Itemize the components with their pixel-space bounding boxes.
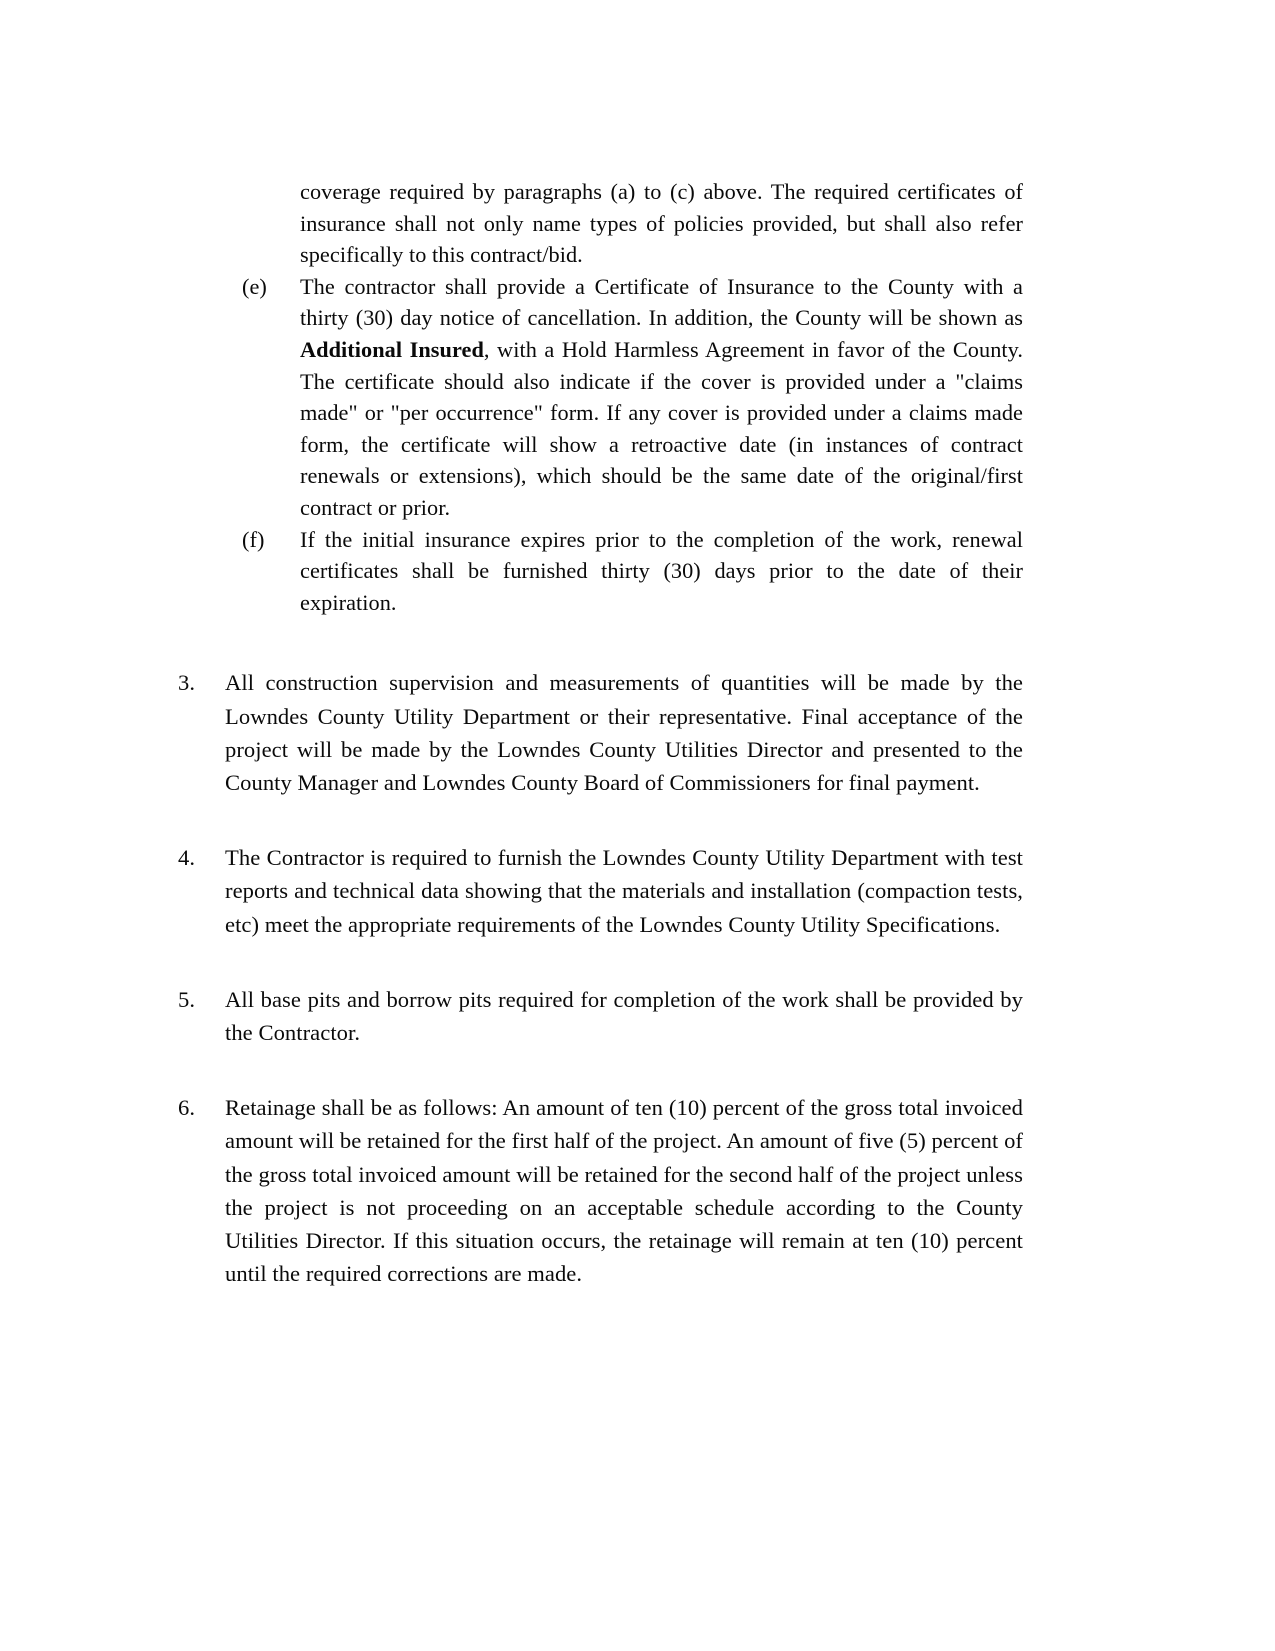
numbered-item-6-text: Retainage shall be as follows: An amount of ten (10) percent of the gross total invoiced amount will be retained for the first half of the project. An amount of five (5) percent of the gross total invoiced amount will be retained for the second half of the project unless the project is not proceeding on an acceptable schedule according to the County Utilities Director. If this situation occurs, the retainage will remain at ten (10) percent until the required corrections are made.	[225, 1095, 1023, 1287]
numbered-item-5-marker: 5.	[178, 986, 196, 1012]
numbered-list	[178, 666, 1023, 1290]
numbered-item-5-text: All base pits and borrow pits required for completion of the work shall be provided by the Contractor.	[225, 986, 1023, 1045]
numbered-item-6-marker: 6.	[178, 1095, 196, 1121]
numbered-item-4	[178, 841, 1023, 941]
numbered-item-4-text: The Contractor is required to furnish the Lowndes County Utility Department with test reports and technical data showing that the materials and installation (compaction tests, etc) meet the appropriate requirements of the Lowndes County Utility Specifications.	[225, 845, 1023, 937]
lettered-item-f-marker: (f)	[242, 526, 265, 552]
numbered-item-3-text: All construction supervision and measurements of quantities will be made by the Lowndes County Utility Department or their representative. Final acceptance of the project will be made by the Lowndes County Utilities Director and presented to the County Manager and Lowndes County Board of Commissioners for final payment.	[225, 670, 1023, 795]
lettered-item-e	[178, 271, 1023, 524]
lettered-list	[178, 176, 1023, 618]
document-body	[178, 176, 1023, 1290]
numbered-item-4-marker: 4.	[178, 845, 196, 871]
numbered-item-3	[178, 666, 1023, 799]
lettered-item-e-marker: (e)	[242, 273, 267, 299]
lettered-item-e-text-part1: The contractor shall provide a Certificate of Insurance to the County with a thirty (30) day notice of cancellation. In addition, the County will be shown as	[300, 273, 1023, 331]
continuation-paragraph: coverage required by paragraphs (a) to (c) above. The required certificates of insurance shall not only name types of policies provided, but shall also refer specifically to this contract/bid.	[300, 179, 1023, 268]
lettered-item-f	[178, 524, 1023, 619]
numbered-item-3-marker: 3.	[178, 670, 196, 696]
numbered-item-6	[178, 1091, 1023, 1290]
lettered-item-f-text: If the initial insurance expires prior to the completion of the work, renewal certificates shall be furnished thirty (30) days prior to the date of their expiration.	[300, 526, 1023, 615]
lettered-item-e-text-part2: , with a Hold Harmless Agreement in favor of the County. The certificate should also indicate if the cover is provided under a "claims made" or "per occurrence" form. If any cover is provided under a claims made form, the certificate will show a retroactive date (in instances of contract renewals or extensions), which should be the same date of the original/first contract or prior.	[300, 336, 1024, 520]
lettered-item-e-bold-term: Additional Insured	[300, 336, 484, 362]
numbered-item-5	[178, 983, 1023, 1049]
